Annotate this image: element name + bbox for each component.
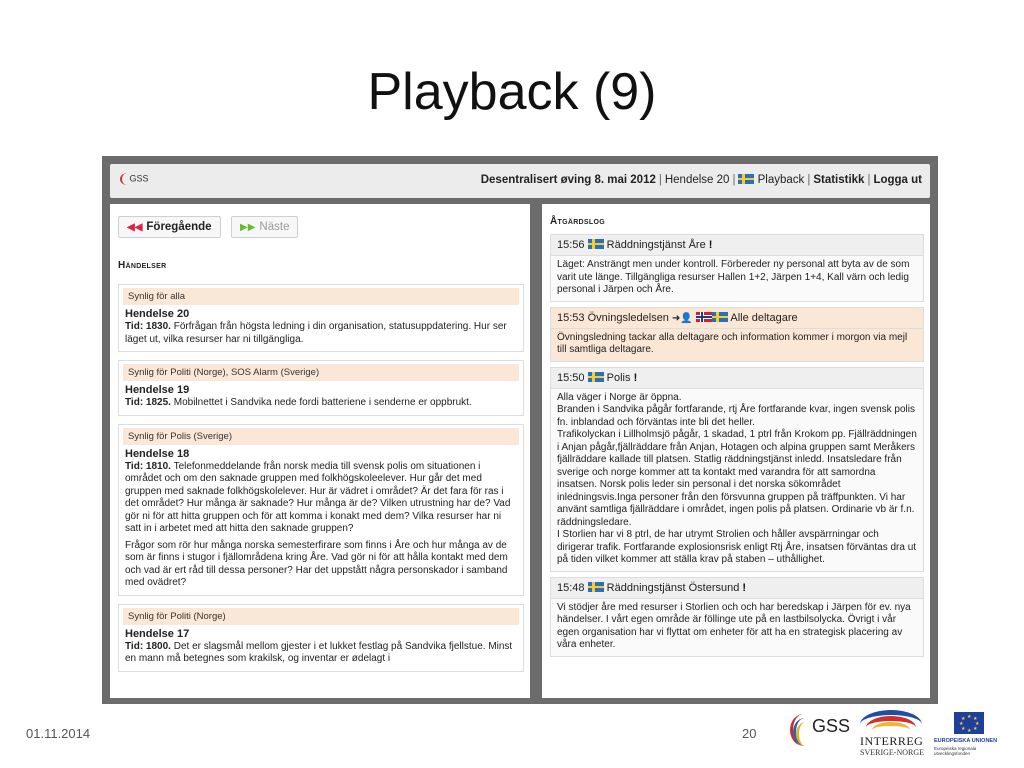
event-item[interactable] bbox=[118, 360, 524, 416]
event-item[interactable] bbox=[118, 424, 524, 596]
event-item[interactable] bbox=[118, 604, 524, 672]
logout-link[interactable]: Logga ut bbox=[873, 174, 922, 186]
next-button[interactable]: ▶▶ Näste bbox=[231, 216, 298, 238]
eu-logo: ★ ★ ★ ★ ★ ★ ★ ★ EUROPEISKA UNIONEN Europeiska regionala utvecklingsfonden bbox=[934, 714, 998, 756]
app-header bbox=[110, 164, 930, 198]
slide-page-number: 20 bbox=[742, 726, 757, 741]
playback-link[interactable]: Playback bbox=[757, 174, 805, 186]
log-entry[interactable] bbox=[550, 307, 924, 362]
log-entry[interactable] bbox=[550, 577, 924, 657]
exercise-title: Desentralisert øving 8. mai 2012 bbox=[480, 174, 656, 186]
alert-icon: ! bbox=[633, 371, 638, 384]
norway-flag-icon bbox=[696, 312, 712, 322]
events-panel bbox=[110, 204, 530, 698]
sweden-flag-icon bbox=[588, 372, 604, 382]
log-entry[interactable] bbox=[550, 234, 924, 302]
log-body: Alla väger i Norge är öppna. Branden i Sandvika pågår fortfarande, rtj Åre fortfarande kvar, ingen svensk polis fn. inblandad och förväntas inte bli det heller. Trafikolyckan i Lillholmsjö pågår, 1 skadad, 1 ptrl från Krokom pp. Fjällräddningen i Anjan pågår,fjällräddare från Anjan, Hotagen och alpina gruppen samt Meråkers fjällräddare kallade till platsen. Statlig räddningstjänst inledd. Insatsledare från sverige och norge kommer att ta kontakt med varandra för att samordna insatsen. Norsk polis leder sin personal i det norska sökområdet inledningsvis.Inga personer från den försvunna gruppen på träffpunkten. Vi har använt samtliga fjällräddare i området, ingen polis på platsen. Ordinarie vb är f.n. räddningsledare. I Storlien har vi 8 ptrl, de har utrymt Strolien och håller avspärrningar och dirigerar trafik. Fortfarande explosionsrisk enligt Rtj Åre, insatsen förväntas dra ut på tiden vilket kommer att ställa krav på staben – uthållighet. bbox=[551, 389, 923, 571]
eu-flag-icon: ★ ★ ★ ★ ★ ★ ★ ★ bbox=[954, 712, 984, 734]
alert-icon: ! bbox=[742, 581, 747, 594]
event-text-extra: Frågor som rör hur många norska semesterfirare som finns i Åre och hur många av de som är finns i stugor i fjällområdena kring Åre. Vad gör ni för att hålla kontakt med dem och vad är ert råd till dessa personer? Har det uppstått några personskador i samband med ovädret? bbox=[125, 539, 508, 588]
sweden-flag-icon bbox=[588, 582, 604, 592]
log-body: Vi stödjer åre med resurser i Storlien och och har beredskap i Järpen för ev. nya händelser. I vårt egen område är föllinge ute på en lastbilsolycka. Övrigt i vår egen organisation har vi flyttat om enheter för att ha en strategisk placering av våra enheter. bbox=[551, 599, 923, 656]
event-item[interactable] bbox=[118, 284, 524, 352]
forward-icon: ▶▶ bbox=[240, 222, 256, 233]
statistics-link[interactable]: Statistikk bbox=[813, 174, 865, 186]
sweden-flag-icon bbox=[738, 174, 754, 184]
visibility-label: Synlig för alla bbox=[123, 288, 519, 305]
log-list bbox=[550, 234, 924, 662]
slide-title: Playback (9) bbox=[367, 63, 657, 121]
events-heading: Händelser bbox=[118, 260, 167, 271]
action-log-heading: Åtgärdslog bbox=[550, 216, 605, 227]
log-header: 15:50 Polis ! bbox=[551, 368, 923, 389]
event-name: Hendelse 19 bbox=[125, 384, 190, 396]
arrow-person-icon: ➜👤 bbox=[672, 312, 693, 324]
nav-buttons bbox=[118, 216, 304, 238]
alert-icon: ! bbox=[708, 239, 713, 251]
event-list bbox=[118, 284, 524, 680]
log-header: 15:48 Räddningstjänst Östersund ! bbox=[551, 578, 923, 599]
visibility-label: Synlig för Politi (Norge), SOS Alarm (Sverige) bbox=[123, 364, 519, 381]
gss-logo[interactable]: GSS bbox=[120, 173, 149, 185]
header-nav: Desentralisert øving 8. mai 2012 | Hendelse 20 | Playback | Statistikk | Logga ut bbox=[480, 174, 922, 186]
sweden-flag-icon bbox=[588, 239, 604, 249]
visibility-label: Synlig för Politi (Norge) bbox=[123, 608, 519, 625]
event-name: Hendelse 20 bbox=[125, 308, 190, 320]
event-name: Hendelse 18 bbox=[125, 447, 190, 460]
log-body: Övningsledning tackar alla deltagare och information kommer i morgon via mejl till samtliga deltagare. bbox=[551, 329, 923, 361]
log-header: 15:53 Övningsledelsen ➜👤 Alle deltagare bbox=[551, 308, 923, 329]
event-text: Tid: 1830. Förfrågan från högsta ledning i din organisation, statusuppdatering. Hur ser läget ut, vilka resurser har ni tillgängliga. bbox=[125, 321, 507, 345]
event-text: Tid: 1825. Mobilnettet i Sandvika nede fordi batteriene i senderne er oppbrukt. bbox=[125, 397, 472, 408]
visibility-label: Synlig för Polis (Sverige) bbox=[123, 428, 519, 445]
log-body: Läget: Ansträngt men under kontroll. Förbereder ny personal att byta av de som varit ute länge. Tillgängliga resurser Hallen 1+2, Järpen 1+4, Kall värn och ledig personal i Järpen och Åre. bbox=[551, 256, 923, 301]
sweden-flag-icon bbox=[712, 312, 728, 322]
rewind-icon: ◀◀ bbox=[127, 222, 143, 233]
event-link[interactable]: Hendelse 20 bbox=[664, 174, 730, 186]
gss-footer-logo: GSS bbox=[790, 708, 852, 756]
action-log-panel bbox=[542, 204, 930, 698]
slide-date: 01.11.2014 bbox=[26, 726, 91, 741]
log-header: 15:56 Räddningstjänst Åre ! bbox=[551, 235, 923, 256]
event-text: Tid: 1800. Det er slagsmål mellom gjester i et lukket festlag på Sandvika fjellstue. Minst en mann må betegnes som krakilsk, og inventar er ødelagt i bbox=[125, 640, 513, 664]
log-entry[interactable] bbox=[550, 367, 924, 572]
app-screenshot-frame bbox=[102, 156, 938, 704]
event-text: Tid: 1810. Telefonmeddelande från norsk media till svensk polis om situationen i området och om den saknade gruppen med folkhögskoleelever. Hur går det med gruppen med saknade folkhögskolelever. Hur är vädret i området? Är det fara för ras i det området? Hur många är saknade? Hur många är de? Vilken utrustning har de? Vad gör ni för att hitta gruppen och för att komma i konakt med dem? Vilka resurser har ni satt in i arbetet med att hitta den saknade gruppen? Frågor som rör hur många norska semesterfirare som finns i Åre och hur många av de som är finns i stugor i fjällområdena kring Åre. Vad gör ni för att hålla kontakt med dem och vad är ert råd till dessa personer? Har det uppstått några personskador i samband med ovädret? bbox=[125, 461, 517, 590]
interreg-logo: INTERREG SVERIGE-NORGE bbox=[856, 708, 928, 758]
previous-button[interactable]: ◀◀ Föregående bbox=[118, 216, 221, 238]
event-name: Hendelse 17 bbox=[125, 627, 190, 640]
